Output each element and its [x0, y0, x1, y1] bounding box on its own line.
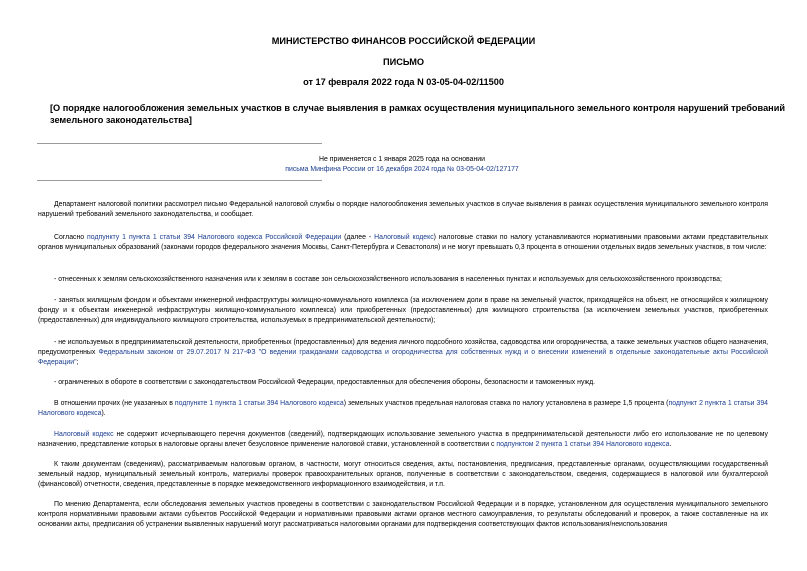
- status-note: [248, 155, 556, 175]
- link-subparagraph-2-article-394[interactable]: подпункт 2 пункта 1 статьи 394 Налогового кодекса: [38, 400, 768, 418]
- link-tax-code-article-394[interactable]: подпункту 1 пункта 1 статьи 394 Налогового кодекса Российской Федерации: [87, 234, 342, 241]
- text-fragment: не содержит исчерпывающего перечня документов (сведений), подтверждающих использование земельного участка в предпринимательской деятельности либо его использование не по целевому назначению, представление которых в налоговые органы влечет безусловное применение налоговой ставки, установленной в соответствии с: [38, 431, 768, 449]
- paragraph-document-examples: К таким документам (сведениям), рассматриваемым налоговым органом, в частности, могут относиться сведения, акты, постановления, предписания, представленные органами, осуществляющими государственный земельный надзор, муниципальный земельный контроль, материалы проверок правоохранительных органов, полученные в соответствии с законодательством, сведения, содержащиеся в налоговой или бухгалтерской (финансовой) отчетности, сведения, представленные в порядке межведомственного информационного взаимодействия, и т.п.: [38, 461, 768, 489]
- link-tax-code[interactable]: Налоговый кодекс: [374, 234, 434, 241]
- text-fragment: ;: [76, 359, 79, 367]
- link-subparagraph-1-article-394[interactable]: подпункте 1 пункта 1 статьи 394 Налогового кодекса: [174, 400, 344, 407]
- separator-top: [37, 143, 322, 144]
- status-note-link[interactable]: письма Минфина России от 16 декабря 2024 года № 03-05-04-02/127177: [285, 166, 519, 173]
- paragraph-department-opinion: По мнению Департамента, если обследования земельных участков проведены в соответствии с законодательством Российской Федерации и в порядке, установленном для осуществления муниципального земельного контроля нормативными правовыми актами субъектов Российской Федерации и нормативными правовыми актами органов местного самоуправления, то результаты обследований и проверок, а также составленные на их основании акты, предписания об устранении выявленных нарушений могут рассматриваться налоговыми органами для подтверждения соответствующих фактов использования/неиспользования: [38, 501, 768, 529]
- text-fragment: - не используемых в предпринимательской деятельности, приобретенных (предоставленных) для ведения личного подсобного хозяйства, садоводства или огородничества, а также земельных участков общего назначения, предусмотренных: [38, 339, 768, 357]
- document-subject: [О порядке налогообложения земельных участков в случае выявления в рамках осуществления муниципального земельного контроля нарушений требований земельного законодательства]: [50, 103, 786, 125]
- document-type: ПИСЬМО: [382, 57, 425, 67]
- text-fragment: .: [669, 441, 672, 449]
- link-federal-law-217[interactable]: Федеральным законом от 29.07.2017 N 217-ФЗ "О ведении гражданами садоводства и огородничества для собственных нужд и о внесении изменений в отдельные законодательные акты Российской Федерации": [38, 349, 768, 367]
- text-fragment: ) земельных участков предельная налоговая ставка по налогу установлена в размере 1,5 процента (: [343, 400, 669, 407]
- text-fragment: ) налоговые ставки по налогу устанавливаются нормативными правовыми актами представительных органов муниципальных образований (законами городов федерального значения Москвы, Санкт-Петербурга и Севастополя) и не могут превышать 0,3 процента в отношении отдельных видов земельных участков, в том числе:: [38, 234, 768, 252]
- status-note-text: Не применяется с 1 января 2025 года на основании: [319, 156, 485, 163]
- paragraph-restricted-land: - ограниченных в обороте в соответствии с законодательством Российской Федерации, предоставленных для обеспечения обороны, безопасности и таможенных нужд.: [54, 379, 596, 386]
- paragraph-housing-land: - занятых жилищным фондом и объектами инженерной инфраструктуры жилищно-коммунального комплекса (за исключением доли в праве на земельный участок, приходящейся на объект, не относящийся к жилищному фонду и к объектам инженерной инфраструктуры жилищно-коммунального комплекса) или приобретенных (предоставленных) для жилищного строительства (за исключением земельных участков, приобретенных (предоставленных) для индивидуального жилищного строительства, используемых в предпринимательской деятельности);: [38, 297, 768, 325]
- text-fragment: Согласно: [54, 234, 88, 241]
- text-fragment: ).: [101, 410, 106, 418]
- paragraph-other-land-rate: [38, 399, 768, 419]
- text-fragment: В отношении прочих (не указанных в: [54, 400, 175, 407]
- paragraph-personal-use-land: [38, 338, 768, 369]
- link-tax-code[interactable]: Налоговый кодекс: [54, 431, 114, 438]
- paragraph-agricultural-land: - отнесенных к землям сельскохозяйственного назначения или к землям в составе зон сельскохозяйственного использования в населенных пунктах и используемых для сельскохозяйственного производства;: [54, 276, 722, 283]
- link-subparagraph-2-article-394[interactable]: подпунктом 2 пункта 1 статьи 394 Налогового кодекса: [496, 441, 670, 449]
- text-fragment: (далее -: [341, 234, 375, 241]
- paragraph-tax-rates: [38, 233, 768, 253]
- paragraph-intro: Департамент налоговой политики рассмотрел письмо Федеральной налоговой службы о порядке налогообложения земельных участков в случае выявления в рамках осуществления муниципального земельного контроля нарушений требований земельного законодательства, и сообщает.: [38, 201, 768, 219]
- ministry-title: МИНИСТЕРСТВО ФИНАНСОВ РОССИЙСКОЙ ФЕДЕРАЦИИ: [271, 36, 536, 46]
- paragraph-documents-list: [38, 430, 768, 450]
- document-date-number: от 17 февраля 2022 года N 03-05-04-02/11500: [303, 77, 504, 87]
- separator-bottom: [37, 180, 322, 181]
